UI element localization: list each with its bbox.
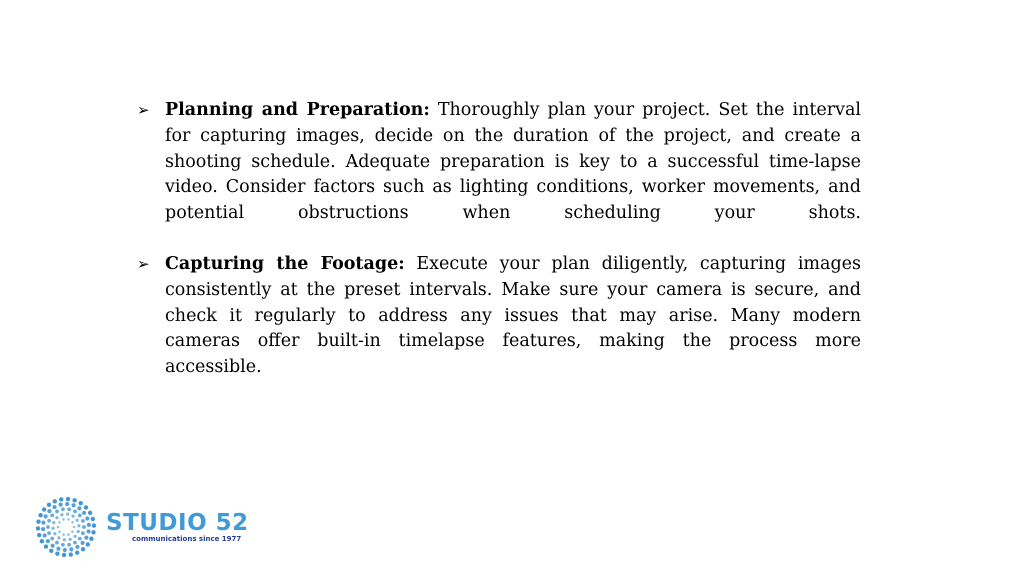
logo-dot [57,536,60,539]
logo-dot [55,509,59,513]
logo-dot [62,553,66,557]
studio52-logo [36,494,266,560]
logo-dot [71,514,74,517]
logo-dot [53,532,56,535]
logo-dot [59,497,63,501]
logo-dot [81,519,85,523]
logo-dot [49,549,53,553]
logo-dot [58,530,61,533]
logo-dot [41,527,45,531]
logo-dot [87,523,91,527]
logo-dot [67,543,71,547]
logo-tagline: communications since 1977 [132,535,242,543]
logo-dot [36,519,40,523]
logo-dot [53,499,57,503]
logo-dot [42,507,46,511]
logo-dot [66,513,69,516]
logo-dot [47,519,51,523]
bullet-title: Planning and Preparation: [165,100,430,120]
logo-dot [92,523,96,527]
logo-dot [69,547,73,551]
logo-dot [47,531,51,535]
logo-dot [61,543,65,547]
logo-dot [86,542,90,546]
logo-dot [58,521,61,524]
logo-dot [73,510,77,514]
logo-dot [61,507,65,511]
logo-dot [50,514,54,518]
logo-dot [59,503,63,507]
logo-dot [75,550,79,554]
logo-dot [91,530,95,534]
logo-dot [77,506,81,510]
logo-dot [75,545,79,549]
logo-dot [81,531,85,535]
logo-dot [46,539,50,543]
logo-dot [81,541,85,545]
logo-dot [52,505,56,509]
logo-dot [81,547,85,551]
logo-dot [60,513,63,516]
bullet-list [137,98,861,381]
logo-dot [62,533,65,536]
logo-wordmark: STUDIO 52 [106,510,249,536]
dot-burst-icon [36,497,96,557]
logo-dot [67,518,70,521]
logo-dot [73,541,77,545]
logo-dot [78,537,82,541]
logo-dot [89,537,93,541]
logo-dot [63,548,67,552]
logo-dot [67,507,71,511]
logo-dot [91,517,95,521]
logo-dot [55,541,59,545]
logo-dot [71,530,74,533]
logo-dot [72,498,76,502]
logo-dot [63,538,66,541]
logo-dot [51,544,55,548]
logo-dot [55,516,58,519]
logo-dot [44,544,48,548]
logo-dot [62,518,65,521]
logo-dot [47,503,51,507]
logo-dot [67,533,70,536]
logo-dot [82,511,86,515]
arrow-bullet-icon: ➢ [137,254,150,273]
logo-dot [41,520,45,524]
logo-dot [71,521,74,524]
logo-dot [55,551,59,555]
logo-dot [50,537,54,541]
logo-dot [69,552,73,556]
logo-dot [40,539,44,543]
logo-dot [77,524,80,527]
logo-dot [76,519,79,522]
logo-dot [37,533,41,537]
bullet-body: Thoroughly plan your project. Set the interval for capturing images, decide on the duration of the project, and create a shooting schedule. Adequate preparation is key to a successful time-lapse video. Consider factors such as lighting conditions, worker movements, and potential obstructions when scheduling your shots. [165,100,862,224]
logo-dot [36,526,40,530]
logo-dot [71,503,75,507]
logo-dot [79,501,83,505]
logo-dot [82,525,86,529]
logo-dot [57,526,60,529]
logo-dot [84,505,88,509]
logo-dot [47,509,51,513]
logo-dot [43,514,47,518]
logo-dot [43,533,47,537]
bullet-title: Capturing the Footage: [165,253,405,274]
logo-dot [73,535,76,538]
logo-dot [84,536,88,540]
bullet-planning [137,98,861,227]
logo-dot [69,538,72,541]
logo-dot [85,516,89,520]
logo-dot [73,526,76,529]
logo-dot [51,527,54,530]
logo-dot [65,502,69,506]
logo-dot [88,511,92,515]
logo-dot [38,513,42,517]
arrow-bullet-icon: ➢ [137,101,150,119]
logo-dot [46,525,50,529]
logo-dot [66,497,70,501]
logo-dot [86,529,90,533]
logo-dot [52,521,55,524]
logo-dot [78,514,82,518]
bullet-body: Execute your plan diligently, capturing images consistently at the preset intervals. Make sure your camera is secure, and check it regularly to address any issues that may arise. Many modern cameras offer built-in timelapse features, making the process more accessible. [165,253,861,378]
logo-dot [77,530,80,533]
bullet-capturing [137,252,861,381]
logo-dot [56,547,60,551]
